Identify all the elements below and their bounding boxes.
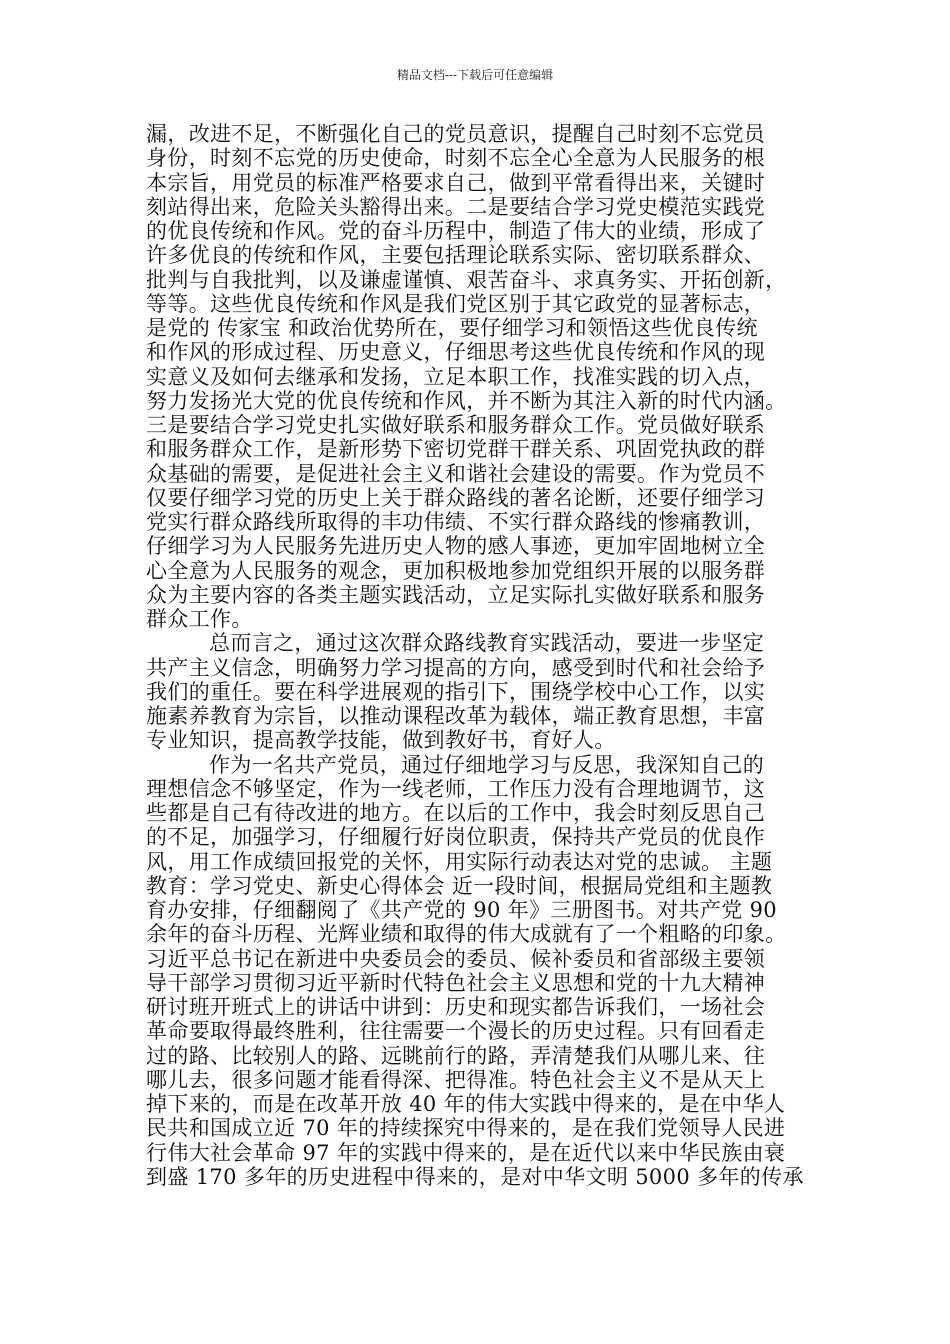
text-line: 许多优良的传统和作风，主要包括理论联系实际、密切联系群众、: [146, 243, 766, 268]
text-line: 本宗旨，用党员的标准严格要求自己，做到平常看得出来，关键时: [146, 170, 766, 195]
text-line: 过的路、比较别人的路、远眺前行的路，弄清楚我们从哪儿来、往: [146, 1043, 766, 1068]
text-line: 余年的奋斗历程、光辉业绩和取得的伟大成就有了一个粗略的印象。: [146, 922, 787, 947]
text-line: 仔细学习为人民服务先进历史人物的感人事迹，更加牢固地树立全: [146, 534, 766, 559]
text-line: 漏，改进不足，不断强化自己的党员意识，提醒自己时刻不忘党员: [146, 122, 766, 146]
text-line: 身份，时刻不忘党的历史使命，时刻不忘全心全意为人民服务的根: [146, 146, 766, 171]
paragraph-start-line: 总而言之，通过这次群众路线教育实践活动，要进一步坚定: [209, 631, 765, 656]
text-line: 实意义及如何去继承和发扬，立足本职工作，找准实践的切入点，: [146, 364, 766, 389]
text-line: 民共和国成立近 70 年的持续探究中得来的，是在我们党领导人民进: [146, 1116, 786, 1141]
text-line: 育办安排，仔细翻阅了《共产党的 90 年》三册图书。对共产党 90: [146, 898, 778, 922]
text-line: 努力发扬光大党的优良传统和作风，并不断为其注入新的时代内涵。: [146, 388, 787, 413]
text-line: 掉下来的，而是在改革开放 40 年的伟大实践中得来的，是在中华人: [146, 1092, 786, 1116]
text-line: 等等。这些优良传统和作风是我们党区别于其它政党的显著标志，: [146, 291, 766, 316]
text-line: 党实行群众路线所取得的丰功伟绩、不实行群众路线的惨痛教训，: [146, 510, 766, 534]
text-line: 共产主义信念，明确努力学习提高的方向，感受到时代和社会给予: [146, 655, 766, 680]
text-line: 是党的 传家宝 和政治优势所在，要仔细学习和领悟这些优良传统: [146, 316, 758, 340]
text-line: 革命要取得最终胜利，往往需要一个漫长的历史过程。只有回看走: [146, 1019, 766, 1044]
text-line: 专业知识，提高教学技能，做到教好书，育好人。: [146, 728, 616, 753]
text-line: 行伟大社会革命 97 年的实践中得来的，是在近代以来中华民族由衰: [146, 1140, 786, 1165]
text-line: 我们的重任。要在科学进展观的指引下，围绕学校中心工作，以实: [146, 679, 766, 704]
text-line: 和服务群众工作，是新形势下密切党群干群关系、巩固党执政的群: [146, 437, 766, 462]
text-line: 众基础的需要，是促进社会主义和谐社会建设的需要。作为党员不: [146, 461, 766, 486]
body-text: [146, 122, 814, 1189]
text-line: 仅要仔细学习党的历史上关于群众路线的著名论断，还要仔细学习: [146, 485, 766, 510]
text-line: 研讨班开班式上的讲话中讲到：历史和现实都告诉我们，一场社会: [146, 995, 766, 1019]
text-line: 风，用工作成绩回报党的关怀，用实际行动表达对党的忠诚。 主题: [146, 849, 773, 874]
text-line: 理想信念不够坚定，作为一线老师，工作压力没有合理地调节，这: [146, 776, 766, 801]
text-line: 心全意为人民服务的观念，更加积极地参加党组织开展的以服务群: [146, 558, 766, 583]
text-line: 刻站得出来，危险关头豁得出来。二是要结合学习党史模范实践党: [146, 194, 766, 219]
text-line: 到盛 170 多年的历史进程中得来的，是对中华文明 5000 多年的传承: [146, 1164, 804, 1189]
text-line: 教育：学习党史、新史心得体会 近一段时间，根据局党组和主题教: [146, 873, 773, 898]
text-line: 三是要结合学习党史扎实做好联系和服务群众工作。党员做好联系: [146, 413, 766, 437]
page-header: 精品文档---下载后可任意编辑: [396, 68, 554, 82]
text-line: 导干部学习贯彻习近平新时代特色社会主义思想和党的十九大精神: [146, 970, 766, 995]
text-line: 众为主要内容的各类主题实践活动，立足实际扎实做好联系和服务: [146, 582, 766, 607]
text-line: 施素养教育为宗旨，以推动课程改革为载体，端正教育思想，丰富: [146, 704, 766, 728]
text-line: 的不足，加强学习，仔细履行好岗位职责，保持共产党员的优良作: [146, 825, 766, 850]
paragraph-start-line: 作为一名共产党员，通过仔细地学习与反思，我深知自己的: [209, 752, 765, 777]
text-line: 些都是自己有待改进的地方。在以后的工作中，我会时刻反思自己: [146, 801, 766, 825]
text-line: 批判与自我批判，以及谦虚谨慎、艰苦奋斗、求真务实、开拓创新，: [146, 267, 787, 292]
text-line: 群众工作。: [146, 607, 253, 631]
text-line: 的优良传统和作风。党的奋斗历程中，制造了伟大的业绩，形成了: [146, 219, 766, 243]
text-line: 哪儿去，很多问题才能看得深、把得准。特色社会主义不是从天上: [146, 1067, 766, 1092]
text-line: 习近平总书记在新进中央委员会的委员、候补委员和省部级主要领: [146, 946, 766, 971]
text-line: 和作风的形成过程、历史意义，仔细思考这些优良传统和作风的现: [146, 340, 766, 365]
